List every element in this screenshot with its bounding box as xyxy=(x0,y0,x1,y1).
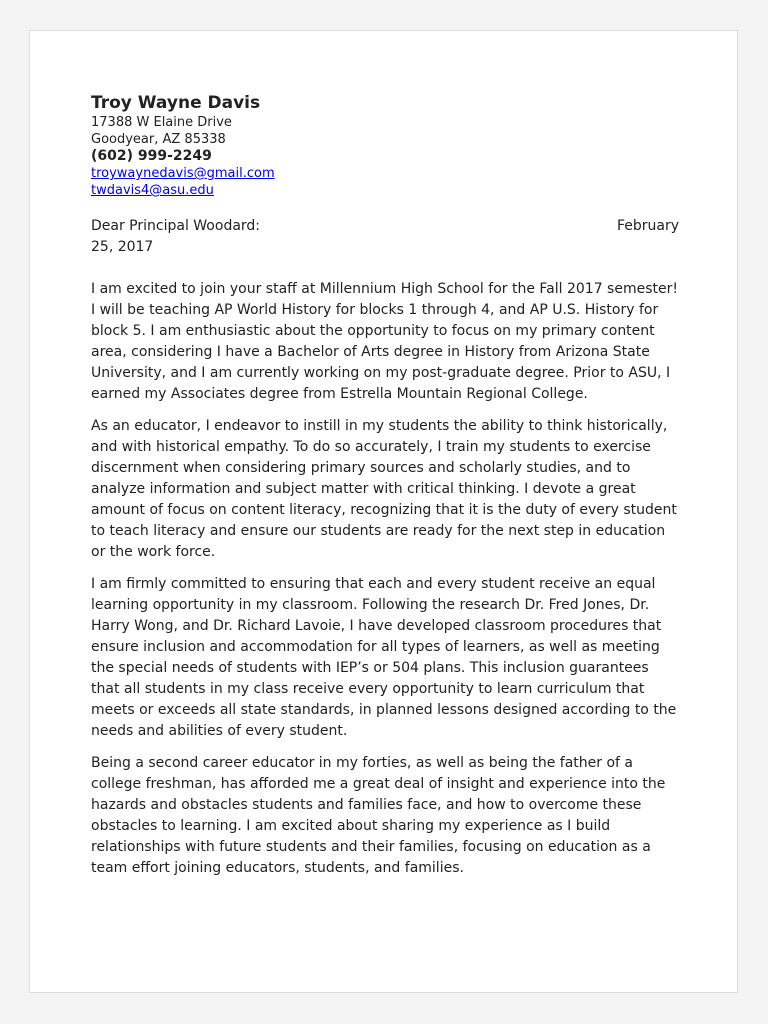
paragraph-1: I am excited to join your staff at Millennium High School for the Fall 2017 semester! I will be teaching AP World History for blocks 1 through 4, and AP U.S. History for block 5. I am enthusiastic about the opportunity to focus on my primary content area, considering I have a Bachelor of Arts degree in History from Arizona State University, and I am currently working on my post-graduate degree. Prior to ASU, I earned my Associates degree from Estrella Mountain Regional College. xyxy=(91,281,678,402)
email-link-gmail[interactable]: troywaynedavis@gmail.com xyxy=(91,166,275,181)
sender-phone: (602) 999-2249 xyxy=(91,148,212,164)
sender-name: Troy Wayne Davis xyxy=(91,93,261,113)
salutation: Dear Principal Woodard: xyxy=(91,218,261,234)
letter-body xyxy=(91,93,679,890)
paragraph-3: I am firmly committed to ensuring that each and every student receive an equal learning opportunity in my classroom. Following the research Dr. Fred Jones, Dr. Harry Wong, and Dr. Richard Lavoie, I have developed classroom procedures that ensure inclusion and accommodation for all types of learners, as well as meeting the special needs of students with IEP’s or 504 plans. This inclusion guarantees that all students in my class receive every opportunity to learn curriculum that meets or exceeds all state standards, in planned lessons designed according to the needs and abilities of every student. xyxy=(91,576,677,739)
document-page xyxy=(29,30,738,993)
email-link-asu[interactable]: twdavis4@asu.edu xyxy=(91,183,214,198)
date-line-2: 25, 2017 xyxy=(91,239,154,255)
paragraph-2: As an educator, I endeavor to instill in my students the ability to think historically, and with historical empathy. To do so accurately, I train my students to exercise discernment when considering primary sources and scholarly studies, and to analyze information and subject matter with critical thinking. I devote a great amount of focus on content literacy, recognizing that it is the duty of every student to teach literacy and ensure our students are ready for the next step in education or the work force. xyxy=(91,418,677,560)
salutation-row xyxy=(91,216,679,258)
sender-street: 17388 W Elaine Drive xyxy=(91,115,232,130)
sender-block xyxy=(91,93,679,199)
sender-city: Goodyear, AZ 85338 xyxy=(91,132,226,147)
date-line-1: February xyxy=(616,218,679,234)
paragraph-4: Being a second career educator in my forties, as well as being the father of a college freshman, has afforded me a great deal of insight and experience into the hazards and obstacles students and families face, and how to overcome these obstacles to learning. I am excited about sharing my experience as I build relationships with future students and their families, focusing on education as a team effort joining educators, students, and families. xyxy=(91,755,666,876)
